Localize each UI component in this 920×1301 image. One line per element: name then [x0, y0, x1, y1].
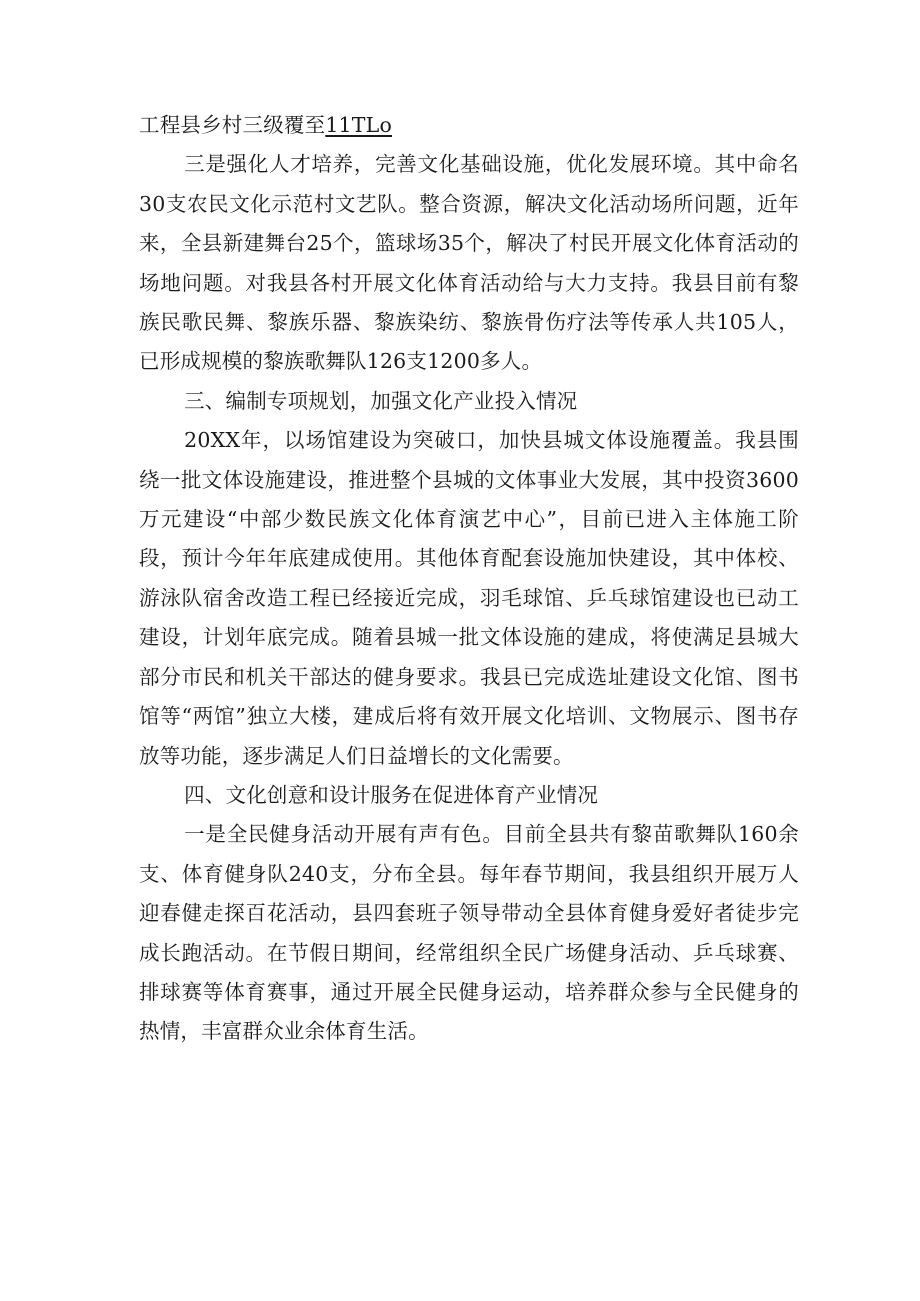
- paragraph-talent-training: 三是强化人才培养，完善文化基础设施，优化发展环境。其中命名30支农民文化示范村文艺队。整合资源，解决文化活动场所问题，近年来，全县新建舞台25个，篮球场35个，解决了村民开展文化体育活动的场地问题。对我县各村开展文化体育活动给与大力支持。我县目前有黎族民歌民舞、黎族乐器、黎族染纺、黎族骨伤疗法等传承人共105人，已形成规模的黎族歌舞队126支1200多人。: [139, 152, 799, 374]
- continuation-text: 工程县乡村三级覆至: [139, 113, 326, 137]
- section-heading-creative-design: 四、文化创意和设计服务在促进体育产业情况: [184, 782, 599, 807]
- paragraph-fitness-activities: 一是全民健身活动开展有声有色。目前全县共有黎苗歌舞队160余支、体育健身队240支，分布全县。每年春节期间，我县组织开展万人迎春健走探百花活动，县四套班子领导带动全县体育健身爱好者徒步完成长跑活动。在节假日期间，经常组织全民广场健身活动、乒乓球赛、排球赛等体育赛事，通过开展全民健身运动，培养群众参与全民健身的热情，丰富群众业余体育生活。: [139, 822, 799, 1044]
- underlined-fragment: 11TLo: [325, 113, 393, 137]
- paragraph-venue-construction: 20XX年，以场馆建设为突破口，加快县城文体设施覆盖。我县围绕一批文体设施建设，推进整个县城的文体事业大发展，其中投资3600万元建设“中部少数民族文化体育演艺中心”，目前已进入主体施工阶段，预计今年年底建成使用。其他体育配套设施加快建设，其中体校、游泳队宿舍改造工程已经接近完成，羽毛球馆、乒乓球馆建设也已动工建设，计划年底完成。随着县城一批文体设施的建成，将使满足县城大部分市民和机关干部达的健身要求。我县已完成选址建设文化馆、图书馆等“两馆”独立大楼，建成后将有效开展文化培训、文物展示、图书存放等功能，逐步满足人们日益增长的文化需要。: [139, 428, 799, 768]
- section-heading-planning: 三、编制专项规划，加强文化产业投入情况: [184, 388, 578, 413]
- document-body: [139, 106, 799, 1052]
- continuation-line: [139, 106, 799, 145]
